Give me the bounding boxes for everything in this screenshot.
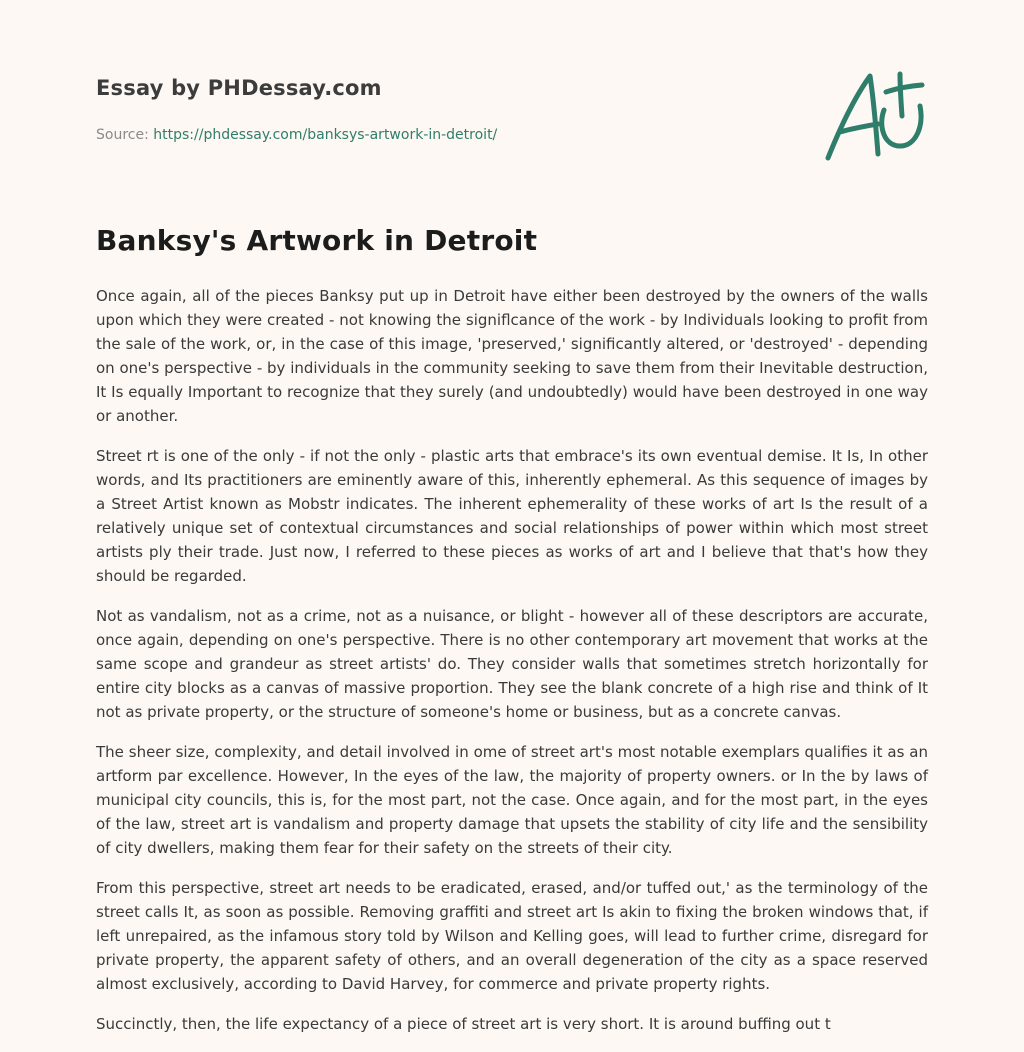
a-plus-grade-icon	[818, 66, 930, 166]
paragraph: Succinctly, then, the life expectancy of a piece of street art is very short. It is around buffing out t	[96, 1015, 831, 1033]
document-header	[96, 76, 796, 143]
paragraph: Once again, all of the pieces Banksy put up in Detroit have either been destroyed by the owners of the walls upon which they were created - not knowing the signiflcance of the work - by Individuals looking to profit from the sale of the work, or, in the case of this image, 'preserved,' significantly altered, or 'destroyed' - depending on one's perspective - by individuals in the community seeking to save them from their Inevitable destruction, It Is equally Important to recognize that they surely (and undoubtedly) would have been destroyed in one way or another.	[96, 287, 928, 425]
brand-title: Essay by PHDessay.com	[96, 76, 382, 100]
paragraph: Street rt is one of the only - if not the only - plastic arts that embrace's its own eventual demise. It Is, In other words, and Its practitioners are eminently aware of this, inherently ephemeral. As this sequence of images by a Street Artist known as Mobstr indicates. The inherent ephemerality of these works of art Is the result of a relatively unique set of contextual circumstances and social relationships of power within which most street artists ply their trade. Just now, I referred to these pieces as works of art and I believe that that's how they should be regarded.	[96, 447, 928, 585]
paragraph: From this perspective, street art needs to be eradicated, erased, and/or tuffed out,' as the terminology of the street calls It, as soon as possible. Removing graffiti and street art Is akin to fixing the broken windows that, if left unrepaired, as the infamous story told by Wilson and Kelling goes, will lead to further crime, disregard for private property, the apparent safety of others, and an overall degeneration of the city as a space reserved almost exclusively, according to David Harvey, for commerce and private property rights.	[96, 879, 928, 993]
article-body	[96, 284, 928, 1052]
a-plus-logo-svg	[818, 66, 930, 166]
paragraph: Not as vandalism, not as a crime, not as a nuisance, or blight - however all of these descriptors are accurate, once again, depending on one's perspective. There is no other contemporary art movement that works at the same scope and grandeur as street artists' do. They consider walls that sometimes stretch horizontally for entire city blocks as a canvas of massive proportion. They see the blank concrete of a high rise and think of It not as private property, or the structure of someone's home or business, but as a concrete canvas.	[96, 607, 928, 721]
source-label: Source:	[96, 127, 149, 143]
page-title: Banksy's Artwork in Detroit	[96, 224, 538, 257]
paragraph: The sheer size, complexity, and detail involved in ome of street art's most notable exemplars qualifies it as an artform par excellence. However, In the eyes of the law, the majority of property owners. or In the by laws of municipal city councils, this is, for the most part, not the case. Once again, and for the most part, in the eyes of the law, street art is vandalism and property damage that upsets the stability of city life and the sensibility of city dwellers, making them fear for their safety on the streets of their city.	[96, 743, 928, 857]
source-line	[96, 127, 796, 143]
source-link[interactable]: https://phdessay.com/banksys-artwork-in-detroit/	[153, 127, 498, 143]
